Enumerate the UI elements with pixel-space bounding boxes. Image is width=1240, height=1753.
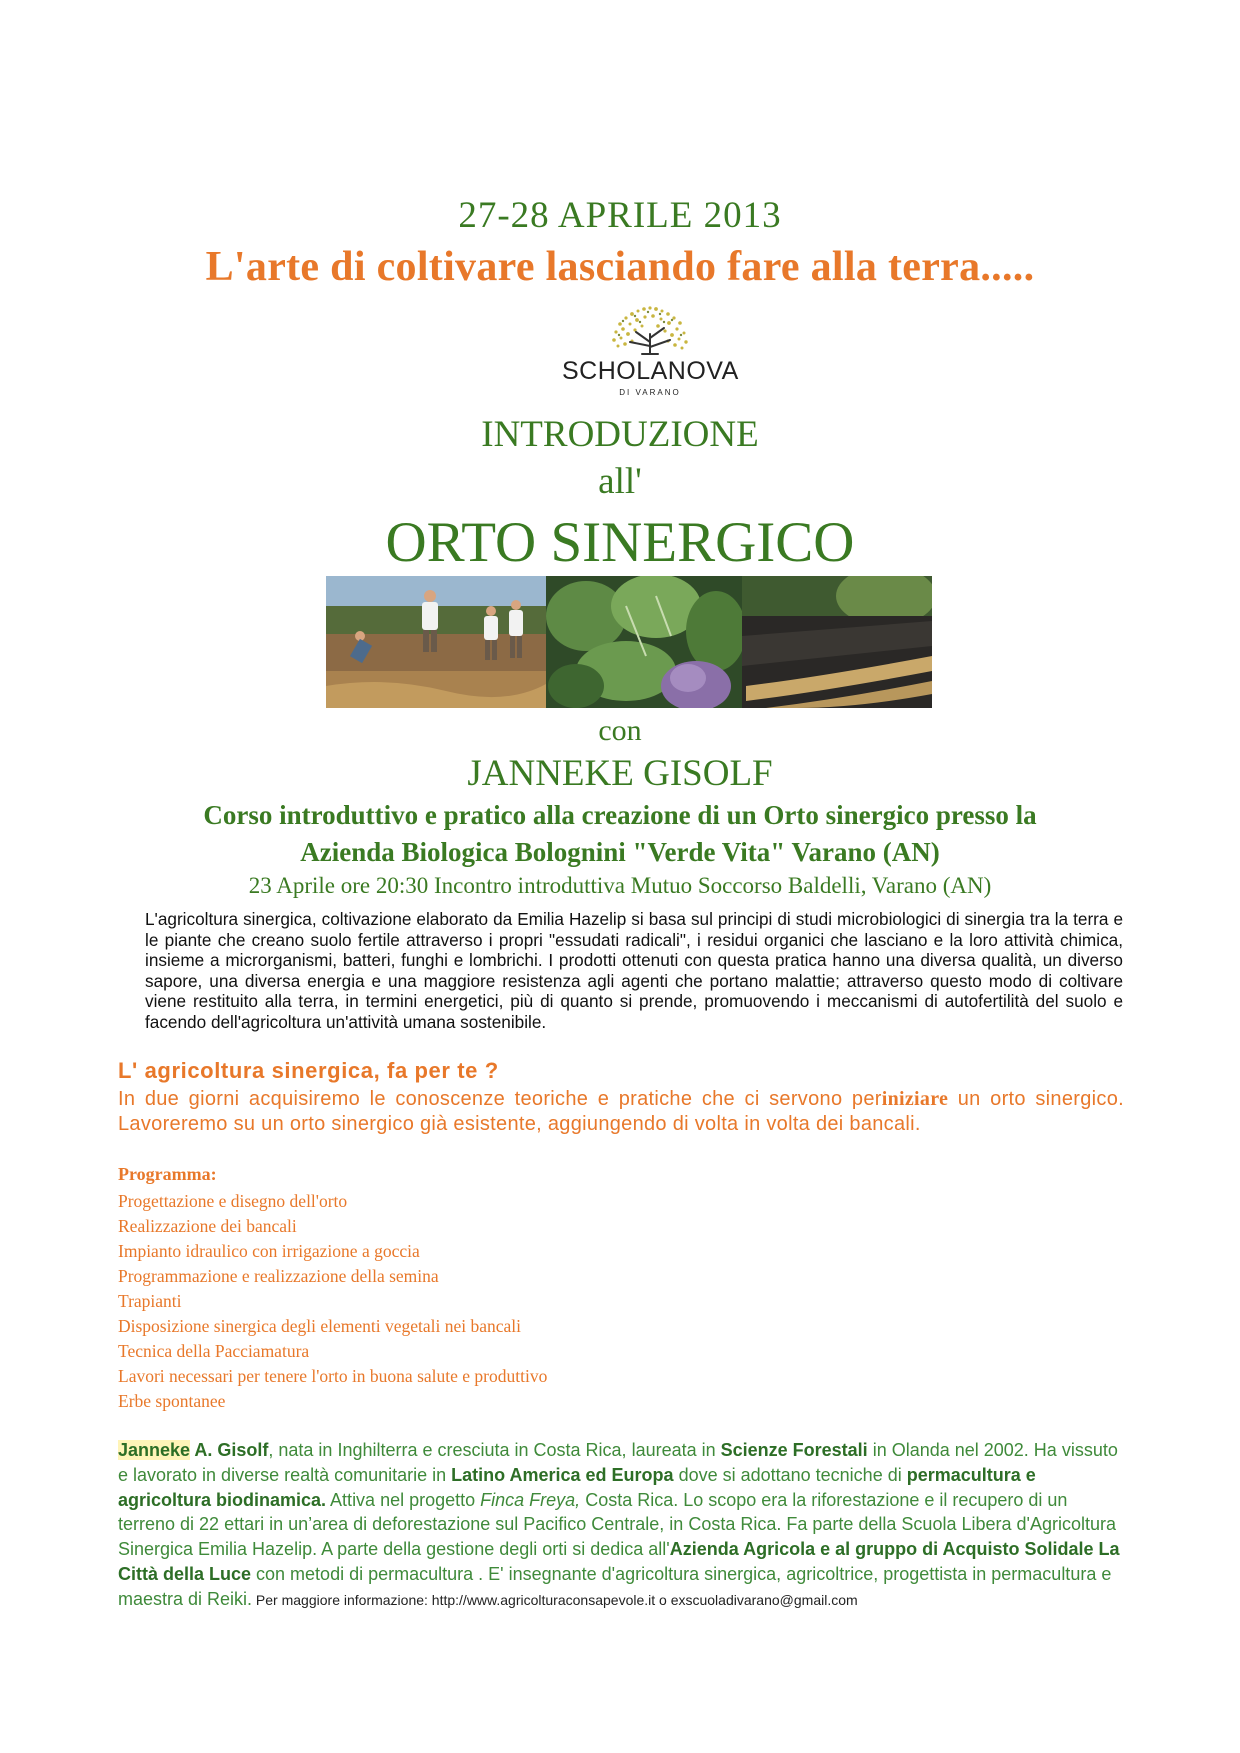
course-line-2: Azienda Biologica Bolognini "Verde Vita" Varano (AN) <box>300 837 940 867</box>
intro-line-1: INTRODUZIONE <box>481 414 759 455</box>
bio-bold: Azienda Agricola e al gruppo di Acquisto Solidale La Città della Luce <box>118 1539 1120 1584</box>
photo-mulched-beds <box>742 576 932 708</box>
photo-strip <box>326 576 932 708</box>
program-item: Programmazione e realizzazione della semina <box>118 1266 439 1286</box>
bio-bold: permacultura e agricoltura biodinamica. <box>118 1464 1036 1510</box>
bio-text: in Olanda nel 2002. Ha vissuto e lavorato in diverse realtà comunitarie in <box>118 1440 1118 1485</box>
photo-people-working-field <box>326 576 546 708</box>
program-label: Programma: <box>118 1164 217 1184</box>
bio-text: con metodi di permacultura . E' insegnante d'agricoltura sinergica, agricoltrice, progettista in permacultura e maestra di Reiki. <box>118 1563 1112 1609</box>
bio-text: Attiva nel progetto <box>326 1489 481 1510</box>
event-tagline: L'arte di coltivare lasciando fare alla terra..... <box>205 244 1035 290</box>
with-label: con <box>598 714 642 747</box>
description-paragraph: L'agricoltura sinergica, coltivazione elaborato da Emilia Hazelip si basa sul principi di studi microbiologici di sinergia tra la terra e le piante che creano suolo fertile attraverso i propri "essudati radicali", i residui organici che lasciano e la loro attività chimica, insieme a microrganismi, batteri, funghi e lombrichi. I prodotti ottenuti con questa pratica hanno una diversa qualità, un diverso sapore, una diversa energia e una maggiore resistenza agli agenti che portano malattie; attraverso questo modo di coltivare viene restituito alla terra, in termini energetici, più di quanto si prende, promuovendo i meccanismi di autofertilità del suolo e facendo dell'agricoltura un'attività umana sostenibile. <box>145 909 1123 1032</box>
course-line-1: Corso introduttivo e pratico alla creazione di un Orto sinergico presso la <box>203 800 1037 830</box>
bio-bold: Scienze Forestali <box>720 1440 868 1460</box>
bio-text: dove si adottano tecniche di <box>673 1464 907 1485</box>
event-date: 27-28 APRILE 2013 <box>458 195 782 236</box>
teacher-name: JANNEKE GISOLF <box>467 753 773 794</box>
bio-bold: Latino America ed Europa <box>451 1464 674 1485</box>
program-item: Erbe spontanee <box>118 1391 226 1411</box>
bio-name-rest: A. Gisolf <box>190 1440 269 1460</box>
teacher-bio <box>118 1438 1128 1613</box>
program-item: Trapianti <box>118 1291 182 1311</box>
program-item: Disposizione sinergica degli elementi vegetali nei bancali <box>118 1316 522 1336</box>
question-body-part-1: In due giorni acquisiremo le conoscenze teoriche e pratiche che ci servono per <box>118 1088 882 1110</box>
program-list <box>118 1189 547 1414</box>
program-item: Tecnica della Pacciamatura <box>118 1341 310 1361</box>
question-body <box>118 1087 1124 1137</box>
logo-wordmark: SCHOLANOVA <box>562 357 739 385</box>
logo-subtitle: DI VARANO <box>619 388 681 397</box>
intro-line-2: all' <box>598 461 642 502</box>
program-item: Impianto idraulico con irrigazione a goccia <box>118 1241 420 1261</box>
program-item: Progettazione e disegno dell'orto <box>118 1191 348 1211</box>
question-body-part-2: un orto sinergico. Lavoreremo su un orto sinergico già esistente, aggiungendo di volta in volta dei bancali. <box>118 1088 1124 1135</box>
bio-text: Costa Rica. Lo scopo era la riforestazione e il recupero di un terreno di 22 ettari in un’area di deforestazione sul Pacifico Centrale, in Costa Rica. Fa parte della Scuola Libera d'Agricoltura Sinergica Emilia Hazelip. A parte della gestione degli orti si dedica all' <box>118 1489 1116 1560</box>
program-item: Realizzazione dei bancali <box>118 1216 297 1236</box>
question-body-bold: iniziare <box>881 1088 949 1110</box>
intro-meeting-info: 23 Aprile ore 20:30 Incontro introduttiva Mutuo Soccorso Baldelli, Varano (AN) <box>248 873 992 898</box>
bio-first-name: Janneke <box>118 1440 191 1460</box>
main-title: ORTO SINERGICO <box>385 511 855 574</box>
bio-italic: Finca Freya, <box>480 1489 581 1510</box>
contact-info: Per maggiore informazione: http://www.agricolturaconsapevole.it o exscuoladivarano@gmail.com <box>252 1591 858 1608</box>
question-heading: L' agricoltura sinergica, fa per te ? <box>118 1058 499 1083</box>
program-item: Lavori necessari per tenere l'orto in buona salute e produttivo <box>118 1366 548 1386</box>
photo-cabbage-plants <box>546 576 746 708</box>
bio-text: , nata in Inghilterra e cresciuta in Costa Rica, laureata in <box>268 1440 721 1460</box>
